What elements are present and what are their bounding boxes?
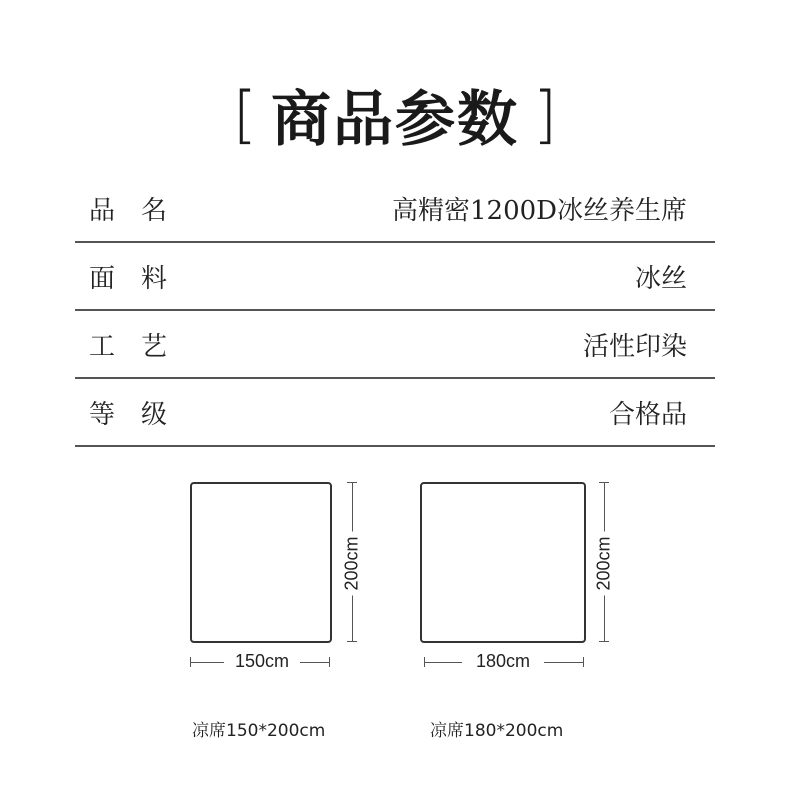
param-row-grade	[75, 379, 715, 447]
title-open-bracket: [	[232, 78, 257, 151]
param-row-craft	[75, 311, 715, 379]
param-row-name	[75, 175, 715, 243]
height-label: 200cm	[342, 532, 363, 596]
size-caption: 凉席150*200cm	[192, 721, 326, 741]
width-label: 150cm	[224, 651, 300, 672]
mat-outline	[420, 482, 586, 643]
param-value: 高精密1200D冰丝养生席	[391, 195, 687, 226]
param-value: 冰丝	[634, 263, 687, 294]
param-value: 活性印染	[582, 331, 687, 362]
param-row-fabric	[75, 243, 715, 311]
mat-outline	[190, 482, 332, 643]
dimension-cap	[583, 657, 584, 667]
param-label: 面料	[89, 263, 194, 294]
dimension-cap	[599, 482, 609, 483]
dimension-cap	[329, 657, 330, 667]
param-value: 合格品	[608, 399, 687, 430]
title-close-bracket: ]	[533, 78, 558, 151]
dimension-cap	[599, 641, 609, 642]
param-label: 工艺	[89, 331, 194, 362]
dimension-cap	[190, 657, 191, 667]
size-caption: 凉席180*200cm	[430, 721, 564, 741]
dimension-cap	[347, 641, 357, 642]
height-label: 200cm	[594, 532, 615, 596]
dimension-cap	[424, 657, 425, 667]
params-table	[75, 175, 715, 447]
param-label: 品名	[89, 195, 194, 226]
width-label: 180cm	[462, 651, 544, 672]
title-text: 商品参数	[271, 85, 519, 155]
dimension-cap	[347, 482, 357, 483]
param-label: 等级	[89, 399, 194, 430]
page-title	[0, 70, 790, 160]
